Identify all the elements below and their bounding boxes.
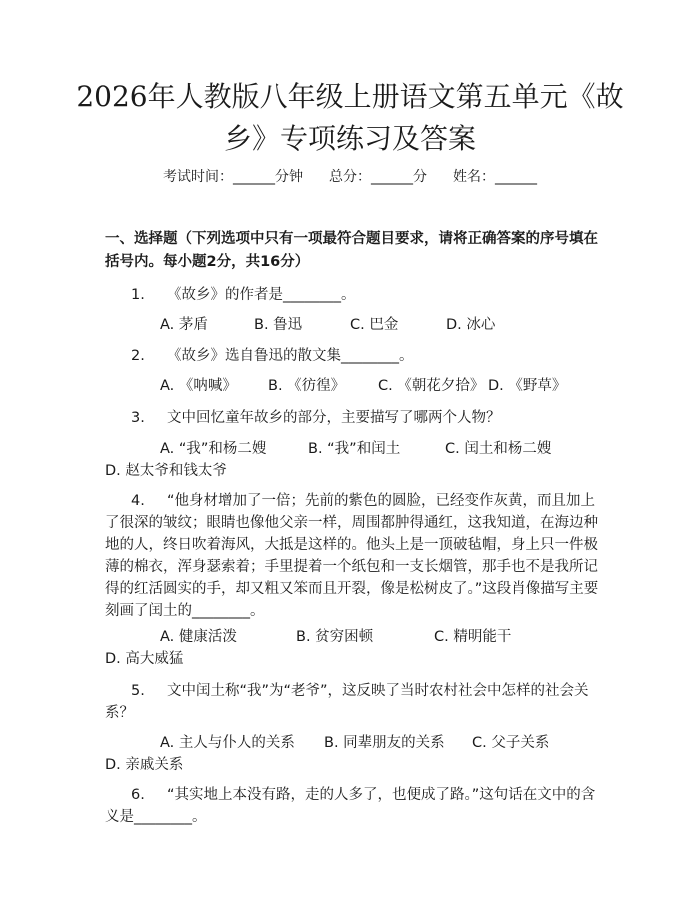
option-c: C. 精明能干: [434, 629, 512, 645]
option-d: D. 冰心: [446, 317, 496, 333]
total-score-field: 总分：______分: [329, 169, 427, 185]
section-heading: 一、选择题（下列选项中只有一项最符合题目要求，请将正确答案的序号填在括号内。每小题2分，共16分）: [105, 231, 598, 270]
question-text: 《故乡》的作者是________。: [167, 287, 356, 303]
option-d: D. 高大威猛: [105, 651, 184, 667]
option-c: C. 《朝花夕拾》: [378, 378, 485, 394]
question-2: [105, 345, 600, 367]
title-line-1: 2026年人教版八年级上册语文第五单元《故: [76, 80, 624, 113]
question-5: [105, 680, 600, 724]
question-3: [105, 407, 600, 429]
exam-info-line: [0, 167, 700, 187]
question-number: 6.: [131, 787, 145, 803]
title-line-2: 乡》专项练习及答案: [223, 122, 476, 155]
option-b: B. 鲁迅: [254, 317, 303, 333]
option-d: D. 赵太爷和钱太爷: [105, 463, 227, 479]
option-a: A. 茅盾: [160, 317, 208, 333]
question-6: [105, 784, 600, 828]
question-5-options: [105, 732, 600, 776]
question-text: 《故乡》选自鲁迅的散文集________。: [167, 348, 414, 364]
question-text: 文中闰土称“我”为“老爷”，这反映了当时农村社会中怎样的社会关系？: [105, 683, 589, 721]
question-number: 4.: [131, 493, 145, 509]
option-a: A. 健康活泼: [160, 629, 237, 645]
option-c: C. 父子关系: [472, 735, 550, 751]
option-b: B. 贫穷困顿: [296, 629, 374, 645]
name-field: 姓名：______: [453, 169, 537, 185]
option-d: D. 《野草》: [488, 378, 567, 394]
question-text: “他身材增加了一倍；先前的紫色的圆脸，已经变作灰黄，而且加上了很深的皱纹；眼睛也像他父亲一样，周围都肿得通红，这我知道，在海边种地的人，终日吹着海风，大抵是这样的。他头上是一顶破毡帽，身上只一件极薄的棉衣，浑身瑟索着；手里提着一个纸包和一支长烟管，那手也不是我所记得的红活圆实的手，却又粗又笨而且开裂，像是松树皮了。”这段肖像描写主要刻画了闰土的________。: [105, 493, 599, 619]
option-a: A. 《呐喊》: [160, 378, 237, 394]
option-c: C. 闰土和杨二嫂: [445, 441, 552, 457]
option-b: B. “我”和闰土: [308, 441, 401, 457]
option-b: B. 同辈朋友的关系: [324, 735, 445, 751]
option-d: D. 亲戚关系: [105, 757, 184, 773]
question-number: 3.: [131, 410, 145, 426]
question-1-options: [105, 314, 600, 336]
question-3-options: [105, 438, 600, 482]
question-text: “其实地上本没有路，走的人多了，也便成了路。”这句话在文中的含义是________。: [105, 787, 596, 825]
question-1: [105, 284, 600, 306]
page-title: [60, 76, 640, 160]
question-number: 1.: [131, 287, 145, 303]
option-a: A. “我”和杨二嫂: [160, 441, 267, 457]
option-a: A. 主人与仆人的关系: [160, 735, 295, 751]
question-number: 2.: [131, 348, 145, 364]
question-2-options: [105, 375, 600, 397]
question-4-options: [105, 626, 600, 670]
question-4: [105, 490, 600, 622]
option-c: C. 巴金: [350, 317, 399, 333]
option-b: B. 《彷徨》: [268, 378, 346, 394]
exam-time-field: 考试时间：______分钟: [163, 169, 303, 185]
question-text: 文中回忆童年故乡的部分，主要描写了哪两个人物？: [167, 410, 501, 426]
question-number: 5.: [131, 683, 145, 699]
